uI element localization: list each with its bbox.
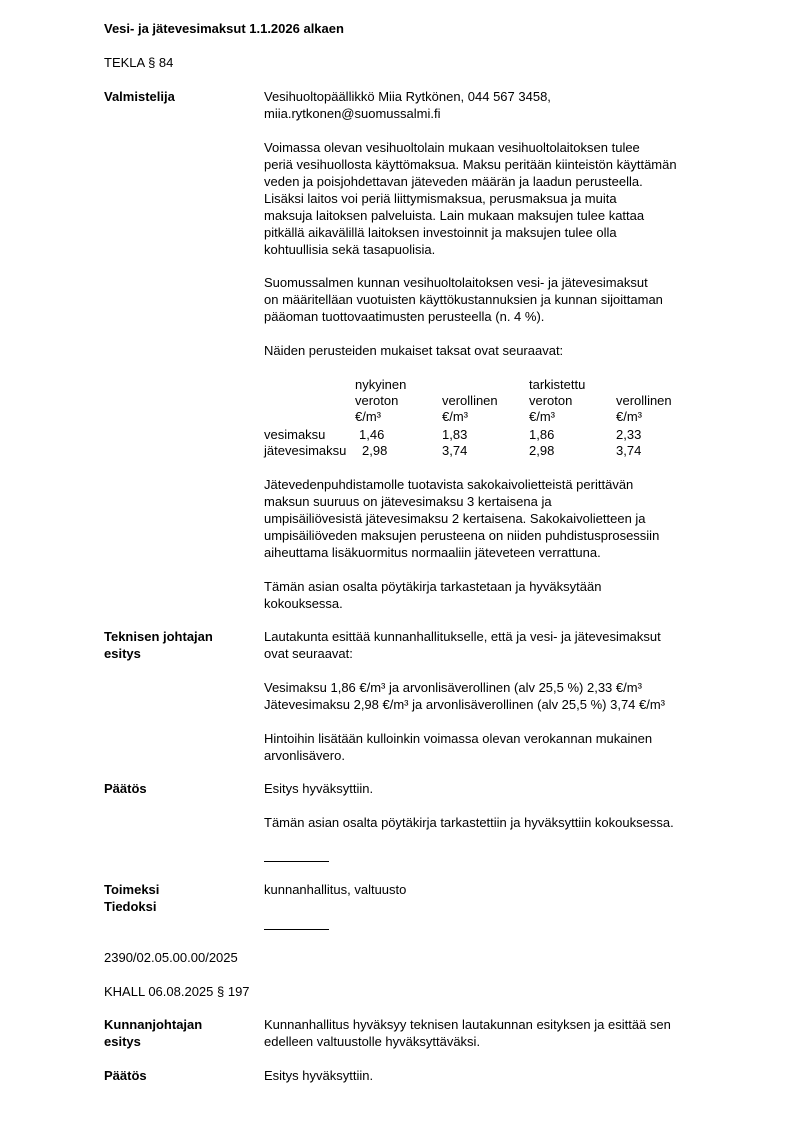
valmistelija-label: Valmistelija (104, 89, 175, 104)
body-paragraph: Tämän asian osalta pöytäkirja tarkastetaan ja hyväksytään kokouksessa. (264, 579, 602, 611)
body-paragraph: Voimassa olevan vesihuoltolain mukaan vesihuoltolaitoksen tulee periä vesihuollosta käyttömaksua. Maksu peritään kiinteistön käyttämän veden ja poisjohdettavan jäteveden määrän ja laadun perusteella. Lisäksi laitos voi periä liittymismaksua, perusmaksua ja muita maksuja laitoksen palveluista. Lain mukaan maksujen tulee kattaa pitkällä aikavälillä laitoksen investoinnit ja maksujen tulee olla kohtuullisia sekä tasapuolisia. (264, 140, 677, 257)
table-unit: €/m³ (442, 409, 468, 424)
table-header-revised: tarkistettu (529, 377, 586, 392)
toimeksi-value: kunnanhallitus, valtuusto (264, 882, 407, 897)
table-cell: 1,83 (442, 427, 468, 442)
body-paragraph: Lautakunta esittää kunnanhallitukselle, että ja vesi- ja jätevesimaksut ovat seuraavat: (264, 629, 661, 661)
meeting-reference: KHALL 06.08.2025 § 197 (104, 984, 250, 999)
decision-text: Esitys hyväksyttiin. (264, 1068, 374, 1083)
table-cell: 3,74 (616, 443, 642, 458)
table-header-verollinen: verollinen (616, 393, 672, 408)
separator-line (264, 929, 329, 930)
decision-text: Esitys hyväksyttiin. (264, 781, 374, 796)
body-paragraph: Jätevedenpuhdistamolle tuotavista sakokaivolietteistä perittävän maksun suuruus on jätevesimaksu 3 kertaisena ja umpisäiliövesistä jätevesimaksu 2 kertaisena. Sakokaivolietteen ja umpisäiliöveden maksujen perusteena on niiden puhdistusprosessiin aiheuttama lisäkuormitus normaaliin jäteveteen verrattuna. (264, 477, 660, 560)
toimeksi-label: Toimeksi Tiedoksi (104, 882, 160, 914)
body-paragraph: Vesimaksu 1,86 €/m³ ja arvonlisäverollinen (alv 25,5 %) 2,33 €/m³ Jätevesimaksu 2,98 €/m³ ja arvonlisäverollinen (alv 25,5 %) 3,74 €/m³ (264, 680, 666, 712)
table-header-veroton: veroton (355, 393, 399, 408)
esitys-label: Teknisen johtajan esitys (104, 629, 213, 661)
table-cell: 2,98 (362, 443, 388, 458)
body-paragraph: Tämän asian osalta pöytäkirja tarkastettiin ja hyväksyttiin kokouksessa. (264, 815, 674, 830)
table-row-name: vesimaksu (264, 427, 326, 442)
table-header-current: nykyinen (355, 377, 407, 392)
table-cell: 1,46 (359, 427, 385, 442)
table-header-veroton: veroton (529, 393, 573, 408)
table-unit: €/m³ (355, 409, 381, 424)
body-paragraph: Suomussalmen kunnan vesihuoltolaitoksen vesi- ja jätevesimaksut on määritelläan vuotuisten käyttökustannuksien ja kunnan sijoittaman pääoman tuottovaatimusten perusteella (n. 4 %). (264, 275, 663, 324)
case-number: 2390/02.05.00.00/2025 (104, 950, 238, 965)
document-title: Vesi- ja jätevesimaksut 1.1.2026 alkaen (104, 21, 344, 36)
separator-line (264, 861, 329, 862)
table-cell: 2,98 (529, 443, 555, 458)
table-cell: 3,74 (442, 443, 468, 458)
valmistelija-contact: Vesihuoltopäällikkö Miia Rytkönen, 044 567 3458, miia.rytkonen@suomussalmi.fi (264, 89, 551, 121)
decision-label: Päätös (104, 1068, 147, 1083)
kunnanjohtaja-label: Kunnanjohtajan esitys (104, 1017, 203, 1049)
meeting-reference: TEKLA § 84 (104, 55, 174, 70)
decision-label: Päätös (104, 781, 147, 796)
body-paragraph: Kunnanhallitus hyväksyy teknisen lautakunnan esityksen ja esittää sen edelleen valtuustolle hyväksyttäväksi. (264, 1017, 671, 1049)
table-unit: €/m³ (529, 409, 555, 424)
body-paragraph: Näiden perusteiden mukaiset taksat ovat seuraavat: (264, 343, 564, 358)
table-cell: 2,33 (616, 427, 642, 442)
table-row-name: jätevesimaksu (264, 443, 347, 458)
table-header-verollinen: verollinen (442, 393, 498, 408)
body-paragraph: Hintoihin lisätään kulloinkin voimassa olevan verokannan mukainen arvonlisävero. (264, 731, 653, 763)
table-unit: €/m³ (616, 409, 642, 424)
table-cell: 1,86 (529, 427, 555, 442)
